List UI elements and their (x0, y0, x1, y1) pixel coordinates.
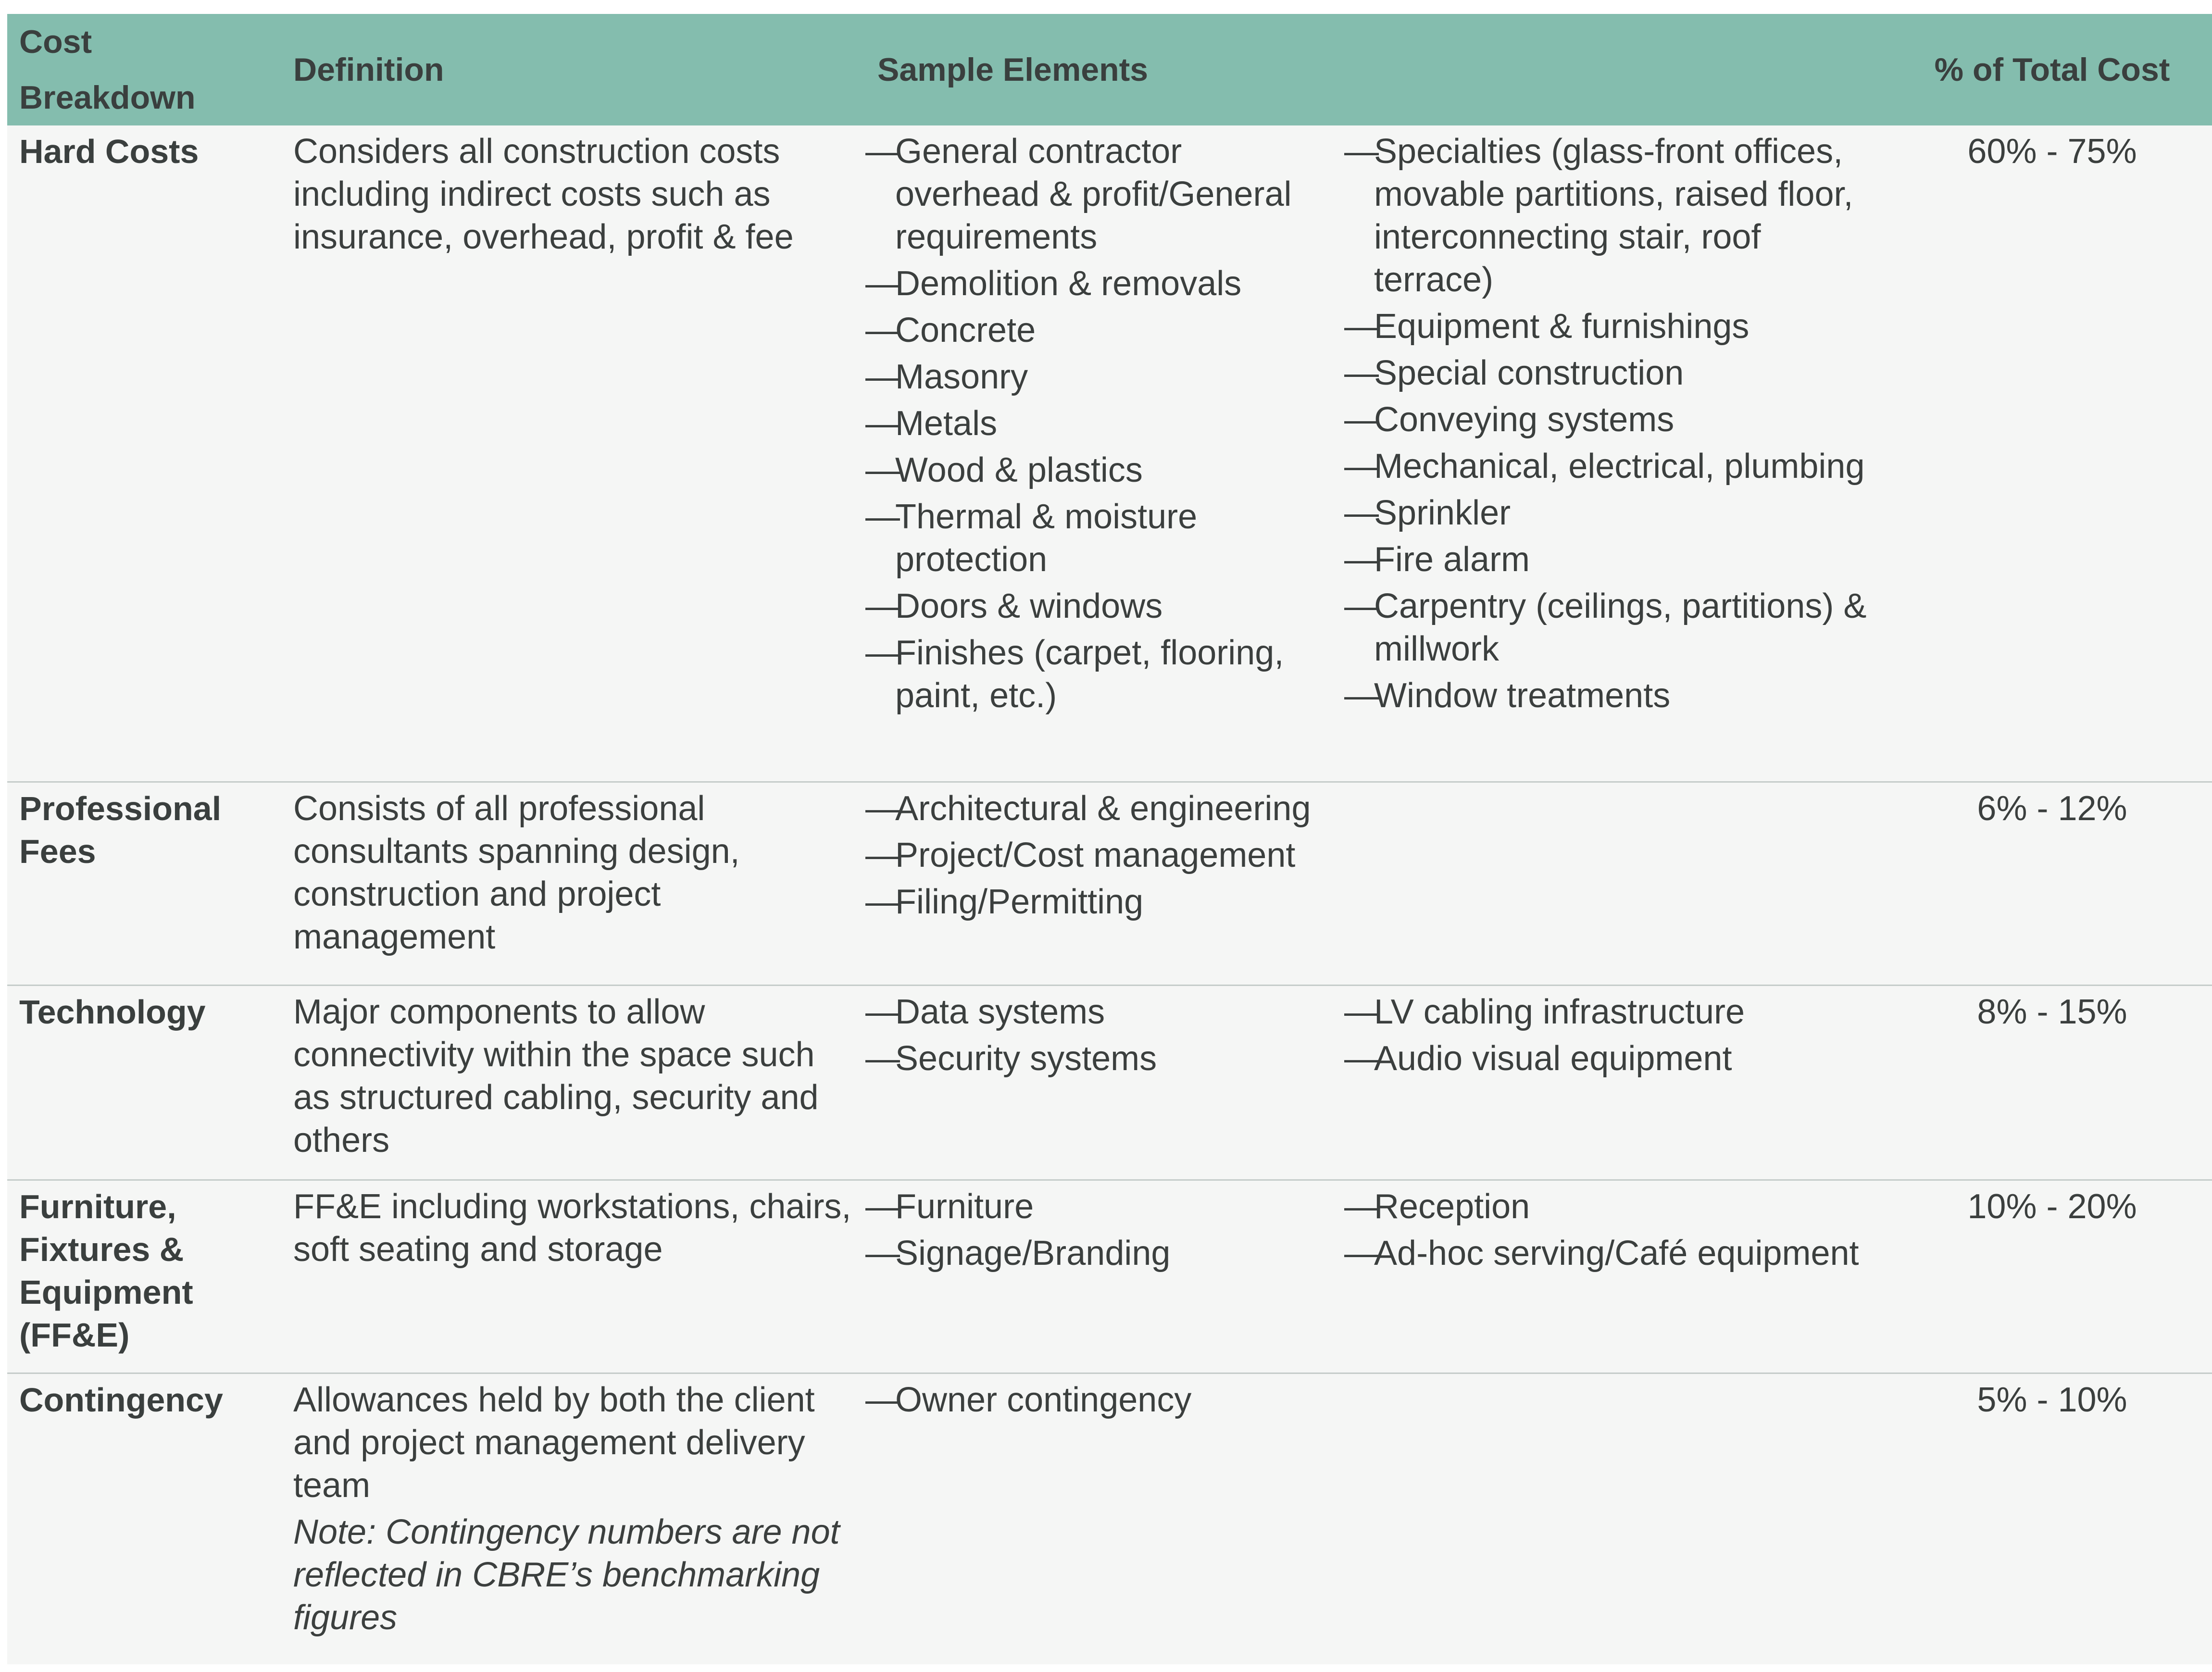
table-body (7, 125, 2212, 1664)
dash-bullet-icon: — (865, 1380, 900, 1419)
definition-cell (281, 125, 865, 782)
list-item (865, 585, 1335, 628)
header-cost-breakdown: Cost Breakdown (19, 24, 196, 116)
list-item (865, 881, 1335, 923)
sample-element-text: Carpentry (ceilings, partitions) & millwork (1374, 587, 1867, 668)
sample-element-text: General contractor overhead & profit/General requirements (895, 132, 1292, 256)
dash-bullet-icon: — (1344, 132, 1379, 171)
list-item (1344, 305, 1883, 348)
list-item (865, 1232, 1335, 1275)
sample-element-text: Thermal & moisture protection (895, 498, 1198, 579)
dash-bullet-icon: — (865, 498, 900, 536)
definition-text: FF&E including workstations, chairs, soft seating and storage (293, 1187, 851, 1269)
cost-breakdown-table (7, 14, 2212, 1664)
list-item (865, 991, 1335, 1034)
list-item (1344, 352, 1883, 395)
list-item (1344, 1037, 1883, 1080)
definition-text: Major components to allow connectivity within the space such as structured cabling, security and others (293, 992, 819, 1160)
table-row (7, 985, 2212, 1180)
sample-element-text: Specialties (glass-front offices, movable partitions, raised floor, interconnecting stair, roof terrace) (1374, 132, 1853, 299)
sample-element-text: Equipment & furnishings (1374, 307, 1750, 346)
percent-total-cost: 10% - 20% (1967, 1187, 2137, 1226)
percent-total-cost: 5% - 10% (1977, 1380, 2127, 1419)
table-row (7, 125, 2212, 782)
cost-category: Professional Fees (19, 789, 222, 870)
dash-bullet-icon: — (865, 1187, 900, 1226)
sample-elements-list (1344, 1185, 1883, 1275)
sample-elements-list (865, 1185, 1335, 1275)
list-item (1344, 538, 1883, 581)
dash-bullet-icon: — (865, 992, 900, 1031)
list-item (865, 787, 1335, 830)
dash-bullet-icon: — (1344, 307, 1379, 346)
sample-elements-cell (865, 985, 1344, 1180)
sample-elements-list (1344, 130, 1883, 717)
dash-bullet-icon: — (1344, 676, 1379, 715)
cost-category: Contingency (19, 1381, 223, 1419)
header-percent-total-cost: % of Total Cost (1934, 51, 2170, 88)
sample-element-text: Security systems (895, 1039, 1157, 1078)
sample-element-text: Signage/Branding (895, 1234, 1171, 1273)
sample-elements-cell (1344, 782, 1892, 985)
definition-text: Considers all construction costs including indirect costs such as insurance, overhead, profit & fee (293, 132, 794, 256)
dash-bullet-icon: — (1344, 494, 1379, 532)
percent-total-cost: 8% - 15% (1977, 992, 2127, 1031)
table-row (7, 1373, 2212, 1664)
sample-element-text: Concrete (895, 311, 1036, 349)
list-item (1344, 399, 1883, 441)
sample-element-text: Audio visual equipment (1374, 1039, 1732, 1078)
definition-cell (281, 782, 865, 985)
dash-bullet-icon: — (865, 587, 900, 625)
sample-element-text: Sprinkler (1374, 494, 1511, 532)
header-sample-elements: Sample Elements (877, 51, 1149, 88)
sample-element-text: Finishes (carpet, flooring, paint, etc.) (895, 634, 1284, 715)
dash-bullet-icon: — (1344, 400, 1379, 439)
sample-element-text: Doors & windows (895, 587, 1163, 625)
dash-bullet-icon: — (865, 264, 900, 303)
list-item (1344, 445, 1883, 488)
cost-category: Hard Costs (19, 133, 199, 170)
list-item (1344, 585, 1883, 671)
list-item (865, 402, 1335, 445)
definition-text: Consists of all professional consultants spanning design, construction and project management (293, 789, 740, 956)
table-row (7, 1180, 2212, 1373)
sample-elements-list (865, 991, 1335, 1080)
sample-elements-list (865, 787, 1335, 923)
sample-elements-cell (865, 125, 1344, 782)
dash-bullet-icon: — (1344, 1039, 1379, 1078)
sample-elements-cell (865, 782, 1344, 985)
sample-element-text: Owner contingency (895, 1380, 1192, 1419)
cost-category: Furniture, Fixtures & Equipment (FF&E) (19, 1187, 193, 1354)
list-item (865, 1037, 1335, 1080)
dash-bullet-icon: — (1344, 587, 1379, 625)
list-item (1344, 130, 1883, 301)
list-item (1344, 1185, 1883, 1228)
sample-element-text: Masonry (895, 358, 1028, 396)
sample-element-text: Window treatments (1374, 676, 1671, 715)
sample-element-text: Filing/Permitting (895, 882, 1144, 921)
percent-total-cost: 60% - 75% (1967, 132, 2137, 171)
dash-bullet-icon: — (865, 358, 900, 396)
list-item (865, 496, 1335, 581)
dash-bullet-icon: — (865, 132, 900, 171)
table-header-row (7, 14, 2212, 125)
dash-bullet-icon: — (865, 1039, 900, 1078)
definition-cell (281, 1180, 865, 1373)
definition-cell (281, 1373, 865, 1664)
sample-element-text: LV cabling infrastructure (1374, 992, 1745, 1031)
sample-element-text: Metals (895, 404, 998, 443)
header-definition: Definition (293, 51, 444, 88)
dash-bullet-icon: — (865, 634, 900, 672)
dash-bullet-icon: — (1344, 354, 1379, 392)
list-item (865, 309, 1335, 352)
sample-elements-list (1344, 991, 1883, 1080)
dash-bullet-icon: — (865, 311, 900, 349)
list-item (865, 130, 1335, 259)
list-item (865, 632, 1335, 717)
percent-total-cost: 6% - 12% (1977, 789, 2127, 828)
sample-elements-list (865, 1379, 1335, 1422)
sample-elements-cell (1344, 1373, 1892, 1664)
definition-text: Allowances held by both the client and project management delivery team (293, 1380, 815, 1505)
sample-element-text: Demolition & removals (895, 264, 1242, 303)
sample-element-text: Architectural & engineering (895, 789, 1311, 828)
sample-element-text: Conveying systems (1374, 400, 1675, 439)
list-item (865, 356, 1335, 399)
sample-element-text: Reception (1374, 1187, 1530, 1226)
cost-category: Technology (19, 993, 206, 1031)
definition-note: Note: Contingency numbers are not reflected in CBRE’s benchmarking figures (293, 1512, 840, 1637)
list-item (865, 1379, 1335, 1422)
list-item (865, 1185, 1335, 1228)
list-item (1344, 492, 1883, 535)
sample-elements-cell (1344, 1180, 1892, 1373)
sample-elements-cell (865, 1180, 1344, 1373)
sample-element-text: Ad-hoc serving/Café equipment (1374, 1234, 1859, 1273)
table-row (7, 782, 2212, 985)
dash-bullet-icon: — (865, 451, 900, 489)
dash-bullet-icon: — (865, 882, 900, 921)
list-item (865, 449, 1335, 492)
sample-element-text: Mechanical, electrical, plumbing (1374, 447, 1865, 486)
dash-bullet-icon: — (865, 789, 900, 828)
sample-element-text: Project/Cost management (895, 836, 1296, 874)
dash-bullet-icon: — (1344, 540, 1379, 579)
sample-element-text: Wood & plastics (895, 451, 1143, 489)
sample-elements-list (865, 130, 1335, 717)
sample-element-text: Furniture (895, 1187, 1034, 1226)
list-item (1344, 674, 1883, 717)
dash-bullet-icon: — (1344, 992, 1379, 1031)
sample-element-text: Data systems (895, 992, 1105, 1031)
sample-elements-cell (1344, 985, 1892, 1180)
list-item (1344, 991, 1883, 1034)
sample-element-text: Special construction (1374, 354, 1684, 392)
list-item (865, 834, 1335, 877)
list-item (1344, 1232, 1883, 1275)
dash-bullet-icon: — (865, 836, 900, 874)
dash-bullet-icon: — (1344, 1187, 1379, 1226)
dash-bullet-icon: — (865, 1234, 900, 1273)
sample-element-text: Fire alarm (1374, 540, 1530, 579)
dash-bullet-icon: — (1344, 447, 1379, 486)
dash-bullet-icon: — (865, 404, 900, 443)
definition-cell (281, 985, 865, 1180)
dash-bullet-icon: — (1344, 1234, 1379, 1273)
sample-elements-cell (865, 1373, 1344, 1664)
list-item (865, 262, 1335, 305)
sample-elements-cell (1344, 125, 1892, 782)
